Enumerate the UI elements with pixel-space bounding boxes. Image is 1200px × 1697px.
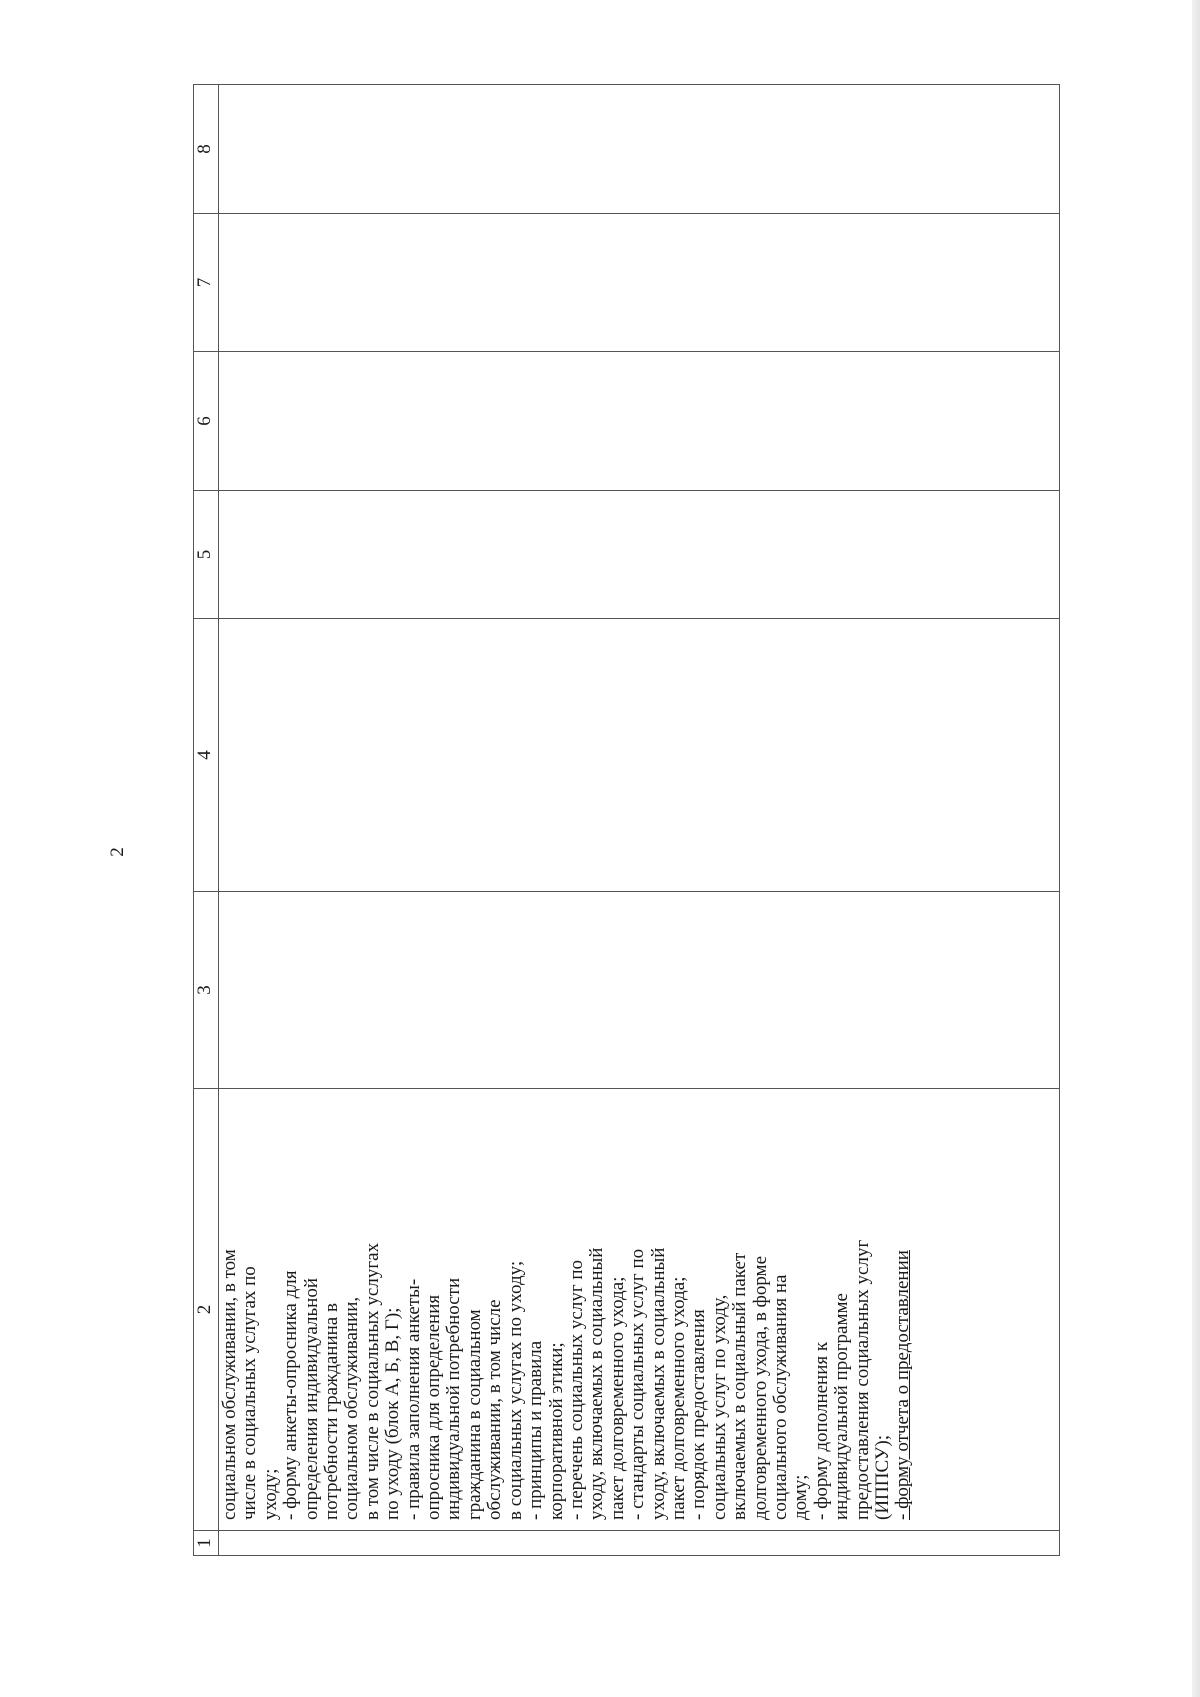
text-line: - перечень социальных услуг по (565, 1259, 587, 1520)
text-line: гражданина в социальном (463, 1309, 485, 1520)
text-line: уходу, включаемых в социальный (586, 1247, 608, 1520)
col-1-cell (219, 1530, 1059, 1555)
column-number-row (194, 85, 219, 1556)
text-line: индивидуальной программе (831, 1293, 853, 1520)
text-line: потребности гражданина в (321, 1303, 343, 1520)
text-line: по уходу (блок А, Б, В, Г); (382, 1307, 404, 1520)
text-line: включаемых в социальный пакет (729, 1252, 751, 1520)
text-line: - форму анкеты-опросника для (280, 1270, 302, 1520)
text-line: социальном обслуживании, (341, 1296, 363, 1520)
col-2-cell (219, 1088, 1060, 1530)
text-line: дому; (790, 1474, 812, 1520)
col-num-2: 2 (194, 1088, 218, 1530)
col-4-cell (219, 618, 1059, 891)
text-line: - принципы и правила (525, 1340, 547, 1520)
text-line: пакет долговременного ухода; (667, 1276, 689, 1520)
text-line: - правила заполнения анкеты- (402, 1278, 424, 1520)
text-line: в том числе в социальных услугах (361, 1242, 383, 1520)
text-line: пакет долговременного ухода; (606, 1276, 628, 1520)
col-num-3: 3 (194, 891, 218, 1088)
text-line: долговременного ухода, в форме (749, 1255, 771, 1520)
text-line: (ИППСУ); (872, 1435, 893, 1520)
column-number-cell (194, 85, 219, 1556)
col-num-7: 7 (194, 213, 218, 351)
text-line: в социальных услугах по уходу; (504, 1260, 526, 1520)
text-line: социальном обслуживании, в том (219, 1249, 240, 1520)
content-table (193, 84, 1060, 1556)
col-num-6: 6 (194, 351, 218, 490)
page-number: 2 (107, 847, 128, 857)
text-line: - форму отчета о предоставлении (892, 1250, 914, 1520)
col-6-cell (219, 351, 1059, 490)
text-line: - стандарты социальных услуг по (627, 1248, 649, 1520)
text-line: индивидуальной потребности (443, 1277, 465, 1520)
content-row (219, 85, 1060, 1556)
text-line: социальных услуг по уходу, (708, 1294, 730, 1520)
text-line: уходу; (259, 1468, 281, 1520)
text-line: опросника для определения (423, 1294, 445, 1520)
col-8-cell (219, 85, 1059, 213)
text-line: определения индивидуальной (300, 1278, 322, 1520)
text-line: предоставления социальных услуг (851, 1239, 873, 1520)
text-line: уходу, включаемых в социальный (647, 1247, 669, 1520)
text-line: обслуживании, в том числе (484, 1299, 506, 1520)
col-7-cell (219, 213, 1059, 351)
col-num-5: 5 (194, 490, 218, 618)
col-5-cell (219, 490, 1059, 618)
text-line: корпоративной этики; (545, 1342, 567, 1520)
text-line: - порядок предоставления (688, 1309, 710, 1520)
page-edge (1192, 0, 1200, 1697)
col-3-cell (219, 891, 1059, 1088)
col-num-8: 8 (194, 144, 215, 154)
rotated-table (193, 85, 1058, 1556)
text-line: социального обслуживания на (769, 1274, 791, 1520)
col-num-1: 1 (194, 1530, 218, 1555)
col-num-4: 4 (194, 618, 218, 891)
text-line: - форму дополнения к (810, 1341, 832, 1520)
content-cell (219, 85, 1060, 1556)
text-line: числе в социальных услугах по (239, 1266, 261, 1520)
